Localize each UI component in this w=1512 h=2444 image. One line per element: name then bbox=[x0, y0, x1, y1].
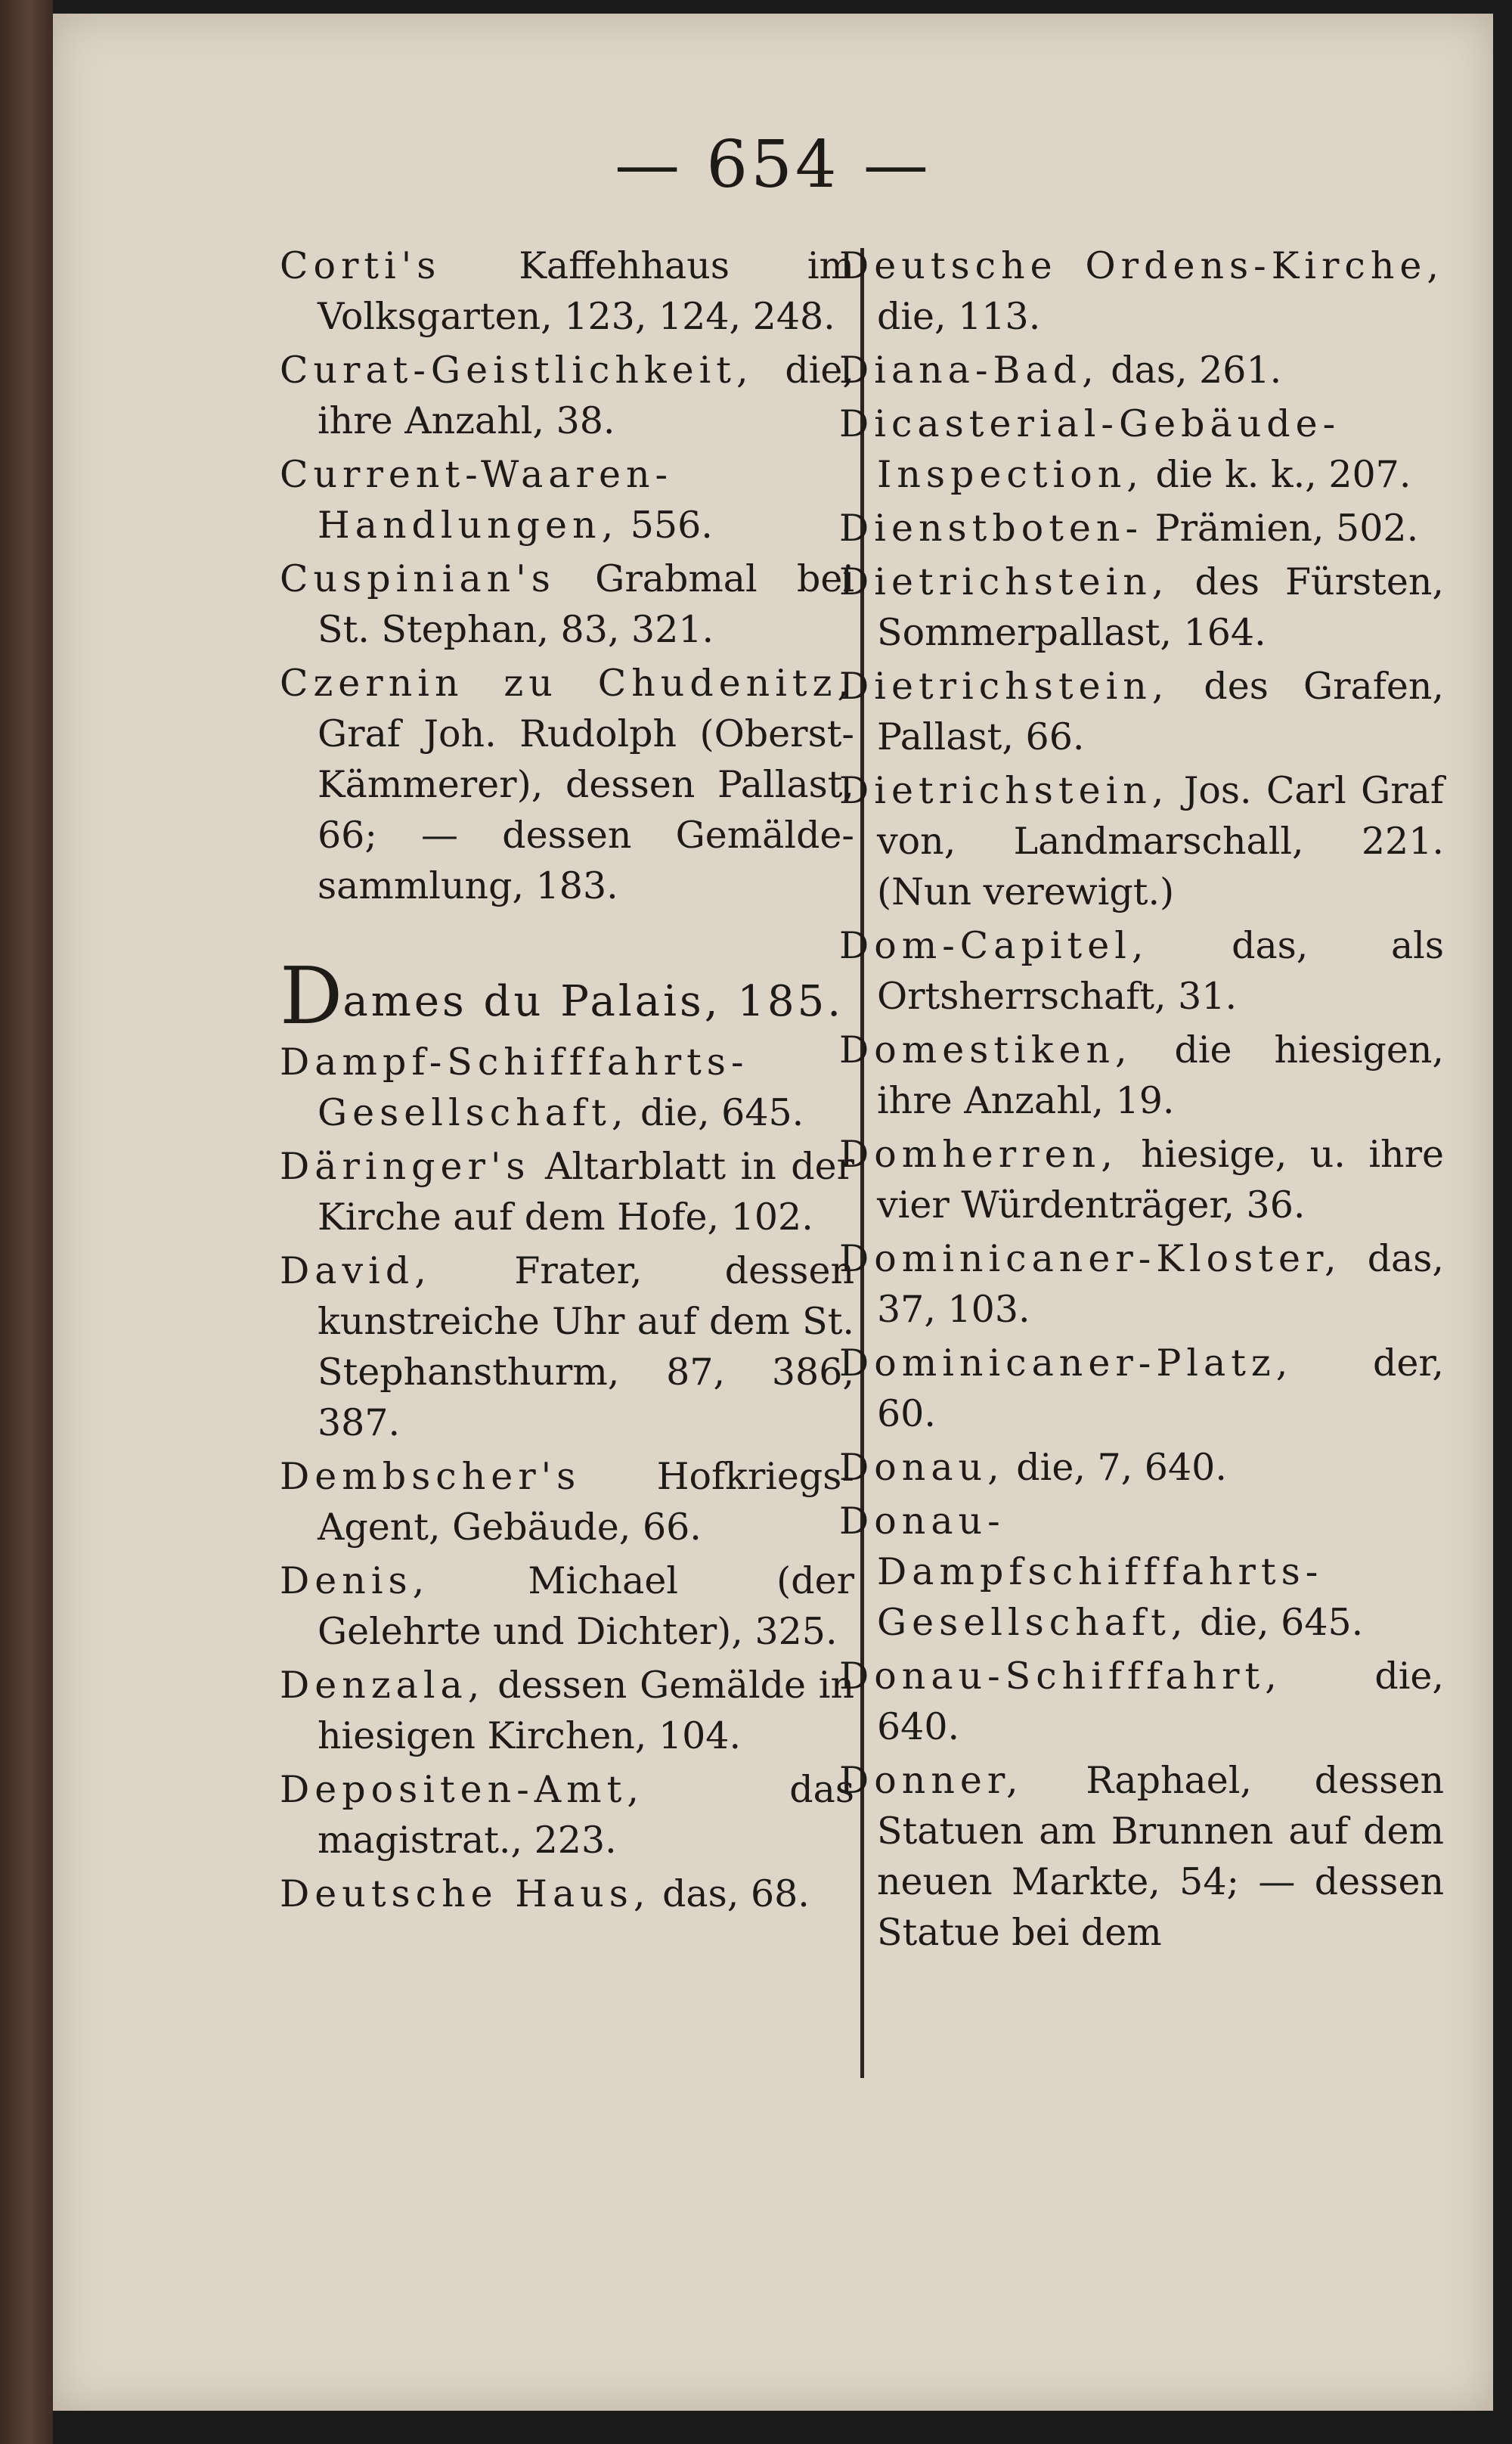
index-entry-term: Denzala, bbox=[280, 1664, 485, 1707]
index-entry bbox=[839, 1651, 1444, 1752]
index-entry-text: das, als Ortsherrschaft, 31. bbox=[877, 924, 1444, 1018]
index-entry bbox=[839, 1755, 1444, 1958]
index-entry-term: Czernin zu Chudenitz, bbox=[280, 662, 854, 705]
index-entry bbox=[839, 661, 1444, 762]
index-entry-term: Dominicaner-Platz, bbox=[839, 1341, 1294, 1385]
index-entry-text: hiesige, u. ihre vier Würdenträger, 36. bbox=[877, 1133, 1445, 1227]
index-entry-text: Jos. Carl Graf von, Landmarschall, 221. (Nun verewigt.) bbox=[877, 769, 1444, 913]
entry-group-c bbox=[280, 240, 854, 911]
section-heading bbox=[280, 950, 854, 1042]
index-entry-term: Dom-Capitel, bbox=[839, 924, 1149, 967]
book-spine-edge bbox=[0, 0, 53, 2444]
index-entry-term: Donau, bbox=[839, 1446, 1005, 1489]
index-entry-text: das magistrat., 223. bbox=[318, 1768, 854, 1862]
section-heading-text: ames du Palais, 185. bbox=[342, 977, 844, 1026]
index-entry bbox=[280, 1037, 854, 1138]
index-entry bbox=[839, 1496, 1444, 1648]
index-entry-term: Curat-Geistlichkeit, bbox=[280, 349, 754, 392]
index-entry-term: Cuspinian's bbox=[280, 557, 556, 600]
index-entry-term: Dampf-Schifffahrts-Gesellschaft, bbox=[280, 1041, 749, 1134]
index-entry-term: Dicasterial-Gebäude-Inspection, bbox=[839, 402, 1341, 496]
index-entry-text: Hofkriegs-Agent, Gebäude, 66. bbox=[318, 1455, 854, 1549]
index-entry-term: Dietrichstein, bbox=[839, 560, 1170, 603]
index-entry-term: Corti's bbox=[280, 244, 442, 287]
index-entry bbox=[280, 1245, 854, 1448]
index-entry bbox=[839, 345, 1444, 395]
index-entry bbox=[839, 399, 1444, 500]
index-entry-term: Dominicaner-Kloster, bbox=[839, 1237, 1342, 1280]
index-entry bbox=[280, 1660, 854, 1761]
index-entry-text: die, 640. bbox=[877, 1655, 1444, 1748]
index-entry-term: Current-Waaren-Handlungen, bbox=[280, 453, 674, 547]
index-entry-term: Domestiken, bbox=[839, 1028, 1132, 1072]
index-entry bbox=[280, 554, 854, 655]
index-entry-term: Diana-Bad, bbox=[839, 349, 1099, 392]
index-entry-text: der, 60. bbox=[877, 1341, 1444, 1435]
index-entry-term: Donau-Dampfschifffahrts-Gesellschaft, bbox=[839, 1500, 1324, 1644]
entry-group-d bbox=[280, 1037, 854, 1919]
index-entry bbox=[280, 1555, 854, 1657]
index-entry-text: des Fürsten, Sommerpallast, 164. bbox=[877, 560, 1444, 654]
index-entry bbox=[280, 1451, 854, 1552]
index-entry-term: Denis, bbox=[280, 1559, 430, 1602]
page-number: — 654 — bbox=[615, 127, 931, 203]
index-entry-term: Depositen-Amt, bbox=[280, 1768, 644, 1811]
index-entry bbox=[839, 920, 1444, 1022]
index-entry-text: die k. k., 207. bbox=[1155, 453, 1411, 496]
index-entry-text: die hiesigen, ihre Anzahl, 19. bbox=[877, 1028, 1445, 1122]
index-entry-term: Däringer's bbox=[280, 1145, 531, 1188]
index-entry-text: das, 68. bbox=[662, 1872, 810, 1915]
index-entry bbox=[280, 658, 854, 911]
index-entry-term: Donau-Schifffahrt, bbox=[839, 1655, 1282, 1698]
index-entry-term: Dembscher's bbox=[280, 1455, 581, 1498]
index-entry-text: Michael (der Gelehrte und Dichter), 325. bbox=[318, 1559, 854, 1653]
index-entry-text: Prämien, 502. bbox=[1154, 507, 1419, 550]
index-entry-text: das, 37, 103. bbox=[877, 1237, 1444, 1331]
index-entry-text: 556. bbox=[630, 504, 713, 547]
index-entry-text: die, 645. bbox=[1199, 1601, 1364, 1644]
index-entry bbox=[839, 765, 1444, 917]
index-entry bbox=[280, 345, 854, 446]
index-entry-term: Donner, bbox=[839, 1759, 1024, 1802]
index-entry bbox=[839, 557, 1444, 658]
index-entry-text: das, 261. bbox=[1111, 349, 1282, 392]
index-entry-text: Graf Joh. Rudolph (Oberst-Kämmerer), dessen Pallast, 66; — dessen Gemälde-sammlung, 183. bbox=[318, 712, 854, 907]
index-entry bbox=[280, 1764, 854, 1866]
book-page bbox=[53, 14, 1493, 2411]
index-entry-term: Domherren, bbox=[839, 1133, 1118, 1176]
index-entry bbox=[839, 1129, 1444, 1230]
index-entry bbox=[839, 503, 1444, 554]
index-entry-term: Dietrichstein, bbox=[839, 665, 1170, 708]
index-entry-term: Deutsche Ordens-Kirche, bbox=[839, 244, 1444, 287]
index-column-right bbox=[839, 240, 1444, 1961]
index-entry-text: Kaffehhaus im Volksgarten, 123, 124, 248. bbox=[318, 244, 855, 338]
index-entry bbox=[839, 1338, 1444, 1439]
index-entry bbox=[839, 1233, 1444, 1335]
index-entry bbox=[839, 1442, 1444, 1493]
index-entry-term: Deutsche Haus, bbox=[280, 1872, 651, 1915]
index-entry-text: die, 113. bbox=[877, 295, 1041, 338]
index-entry bbox=[839, 1025, 1444, 1126]
index-entry-text: Altarblatt in der Kirche auf dem Hofe, 102. bbox=[318, 1145, 854, 1239]
section-initial: D bbox=[280, 950, 343, 1042]
index-entry-term: David, bbox=[280, 1249, 432, 1292]
index-entry-text: Grabmal bei St. Stephan, 83, 321. bbox=[318, 557, 855, 651]
index-entry-text: die, ihre Anzahl, 38. bbox=[318, 349, 854, 442]
index-entry-text: die, 645. bbox=[640, 1091, 804, 1134]
index-column-left bbox=[280, 240, 854, 1922]
index-entry bbox=[839, 240, 1444, 342]
index-entry bbox=[280, 449, 854, 551]
index-entry-text: dessen Gemälde in hiesigen Kirchen, 104. bbox=[318, 1664, 855, 1757]
index-entry-term: Dienstboten- bbox=[839, 507, 1144, 550]
index-entry-text: Frater, dessen kunstreiche Uhr auf dem St. Stephansthurm, 87, 386, 387. bbox=[318, 1249, 855, 1444]
index-entry-text: die, 7, 640. bbox=[1016, 1446, 1227, 1489]
index-entry-term: Dietrichstein, bbox=[839, 769, 1170, 812]
index-entry bbox=[280, 240, 854, 342]
index-entry-text: des Grafen, Pallast, 66. bbox=[877, 665, 1445, 758]
index-entry-text: Raphael, dessen Statuen am Brunnen auf dem neuen Markte, 54; — dessen Statue bei dem bbox=[877, 1759, 1445, 1954]
index-entry bbox=[280, 1141, 854, 1242]
index-entry bbox=[280, 1869, 854, 1919]
